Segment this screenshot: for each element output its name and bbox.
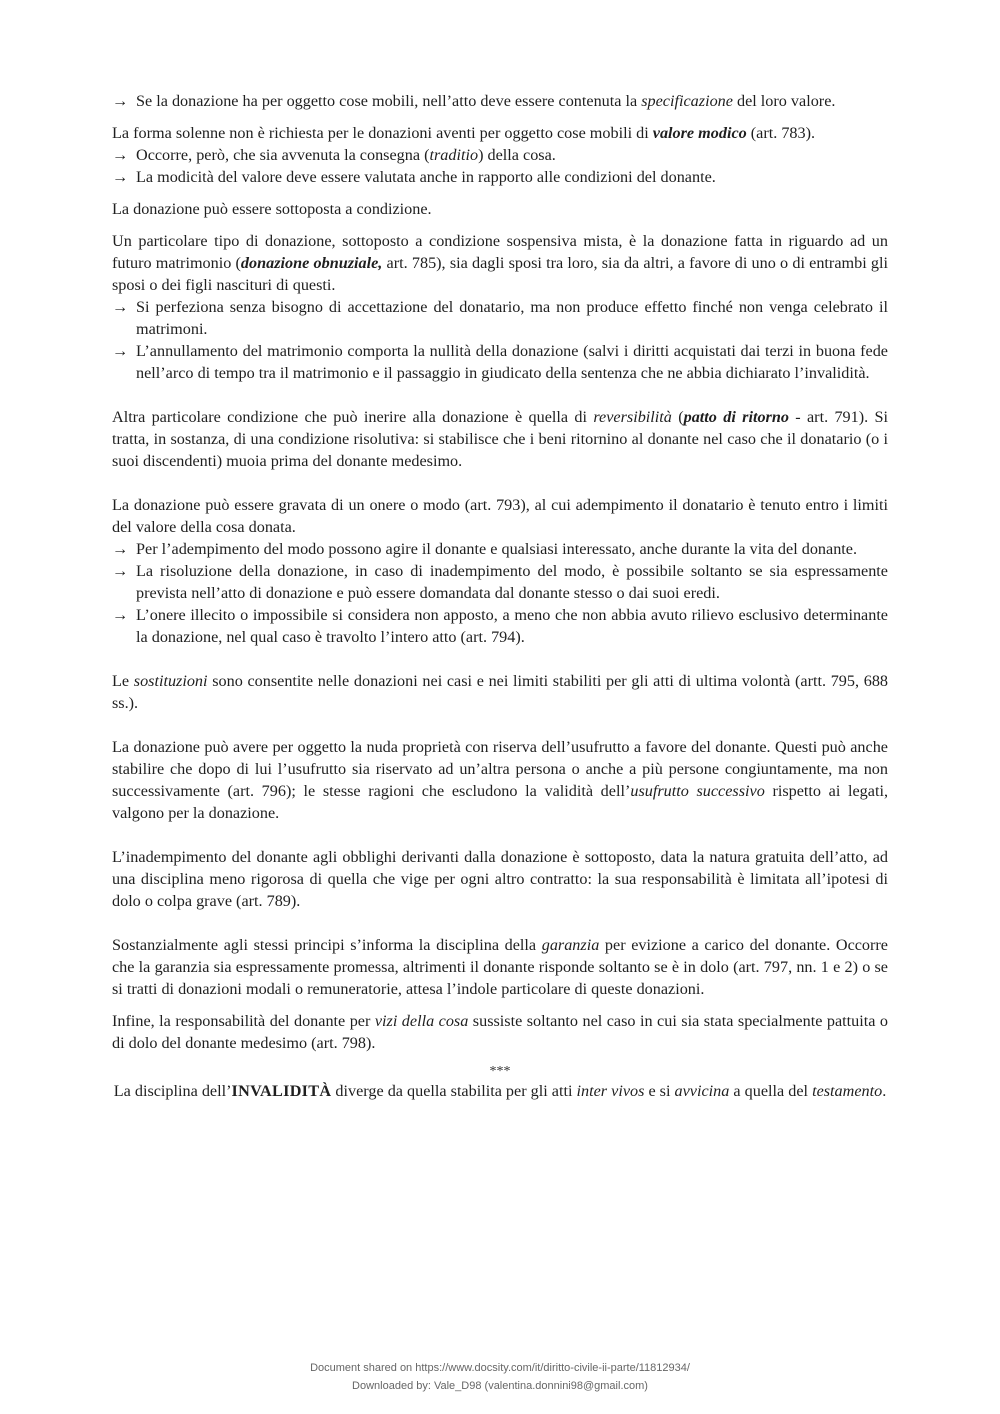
- paragraph-nuda-proprieta: La donazione può avere per oggetto la nuda proprietà con riserva dell’usufrutto a favore del donante. Questi può anche stabilire che dopo di lui l’usufrutto sia riservato ad un’altra persona o anche a più persone congiuntamente, ma non successivamente (art. 796); le stesse ragioni che escludono la validità dell’usufrutto successivo rispetto ai legati, valgono per la donazione.: [112, 738, 888, 822]
- paragraph-condizione: La donazione può essere sottoposta a condizione.: [112, 200, 432, 218]
- arrow-icon: →: [112, 92, 129, 110]
- section-separator: ***: [489, 1064, 511, 1079]
- paragraph-onere-modo: La donazione può essere gravata di un onere o modo (art. 793), al cui adempimento il donatario è tenuto entro i limiti del valore della cosa donata.: [112, 496, 888, 536]
- arrow-icon: →: [112, 298, 129, 316]
- arrow-icon: →: [112, 562, 129, 580]
- arrow-icon: →: [112, 540, 129, 558]
- paragraph-valore-modico: La forma solenne non è richiesta per le donazioni aventi per oggetto cose mobili di valore modico (art. 783).: [112, 124, 816, 142]
- footer-shared-link[interactable]: Document shared on https://www.docsity.com/it/diritto-civile-ii-parte/11812934/: [310, 1362, 690, 1374]
- arrow-icon: →: [112, 146, 129, 164]
- document-body: [112, 90, 888, 1102]
- bullet-perfeziona: → Si perfeziona senza bisogno di accettazione del donatario, ma non produce effetto finché non venga celebrato il matrimoni.: [112, 298, 888, 338]
- bullet-specificazione: → Se la donazione ha per oggetto cose mobili, nell’atto deve essere contenuta la specificazione del loro valore.: [112, 92, 836, 110]
- arrow-icon: →: [112, 606, 129, 624]
- bullet-traditio: → Occorre, però, che sia avvenuta la consegna (traditio) della cosa.: [112, 146, 556, 164]
- bullet-risoluzione: → La risoluzione della donazione, in caso di inadempimento del modo, è possibile soltanto se sia espressamente prevista nell’atto di donazione e può essere domandata dal donante stesso o dai suoi eredi.: [112, 562, 888, 602]
- paragraph-donazione-obnuziale: Un particolare tipo di donazione, sottoposto a condizione sospensiva mista, è la donazione fatta in riguardo ad un futuro matrimonio (donazione obnuziale, art. 785), sia dagli sposi tra loro, sia da altri, a favore di uno o di entrambi gli sposi o dei figli nascituri di questi.: [112, 232, 888, 294]
- bullet-annullamento: → L’annullamento del matrimonio comporta la nullità della donazione (salvi i diritti acquistati dai terzi in buona fede nell’arco di tempo tra il matrimonio e il passaggio in giudicato della sentenza che ne abbia dichiarato l’invalidità.: [112, 342, 888, 382]
- bullet-adempimento: → Per l’adempimento del modo possono agire il donante e qualsiasi interessato, anche durante la vita del donante.: [112, 540, 858, 558]
- arrow-icon: →: [112, 168, 129, 186]
- paragraph-garanzia: Sostanzialmente agli stessi principi s’informa la disciplina della garanzia per evizione a carico del donante. Occorre che la garanzia sia espressamente promessa, altrimenti il donante risponde soltanto se è in dolo (art. 797, nn. 1 e 2) o se si tratti di donazioni modali o remuneratorie, attesa l’indole particolare di queste donazioni.: [112, 936, 888, 998]
- paragraph-vizi-cosa: Infine, la responsabilità del donante per vizi della cosa sussiste soltanto nel caso in cui sia stata specialmente pattuita o di dolo del donante medesimo (art. 798).: [112, 1012, 888, 1052]
- paragraph-sostituzioni: Le sostituzioni sono consentite nelle donazioni nei casi e nei limiti stabiliti per gli atti di ultima volontà (artt. 795, 688 ss.).: [112, 672, 889, 712]
- arrow-icon: →: [112, 342, 129, 360]
- bullet-onere-illecito: → L’onere illecito o impossibile si considera non apposto, a meno che non abbia avuto rilievo esclusivo determinante la donazione, nel qual caso è travolto l’intero atto (art. 794).: [112, 606, 888, 646]
- paragraph-reversibilita: Altra particolare condizione che può inerire alla donazione è quella di reversibilità (patto di ritorno - art. 791). Si tratta, in sostanza, di una condizione risolutiva: si stabilisce che i beni ritornino al donante nel caso che il donatario (o i suoi discendenti) muoia prima del donante medesimo.: [112, 408, 888, 470]
- bullet-modicita: → La modicità del valore deve essere valutata anche in rapporto alle condizioni del donante.: [112, 168, 716, 186]
- paragraph-inadempimento: L’inadempimento del donante agli obblighi derivanti dalla donazione è sottoposto, data la natura gratuita dell’atto, ad una disciplina meno rigorosa di quella che vige per ogni altro contratto: la sua responsabilità è limitata all’ipotesi di dolo o colpa grave (art. 789).: [112, 848, 888, 910]
- closing-invalidita: La disciplina dell’INVALIDITÀ diverge da quella stabilita per gli atti inter vivos e si avvicina a quella del testamento.: [113, 1082, 887, 1100]
- footer-downloaded-by: Downloaded by: Vale_D98 (valentina.donnini98@gmail.com): [352, 1380, 648, 1392]
